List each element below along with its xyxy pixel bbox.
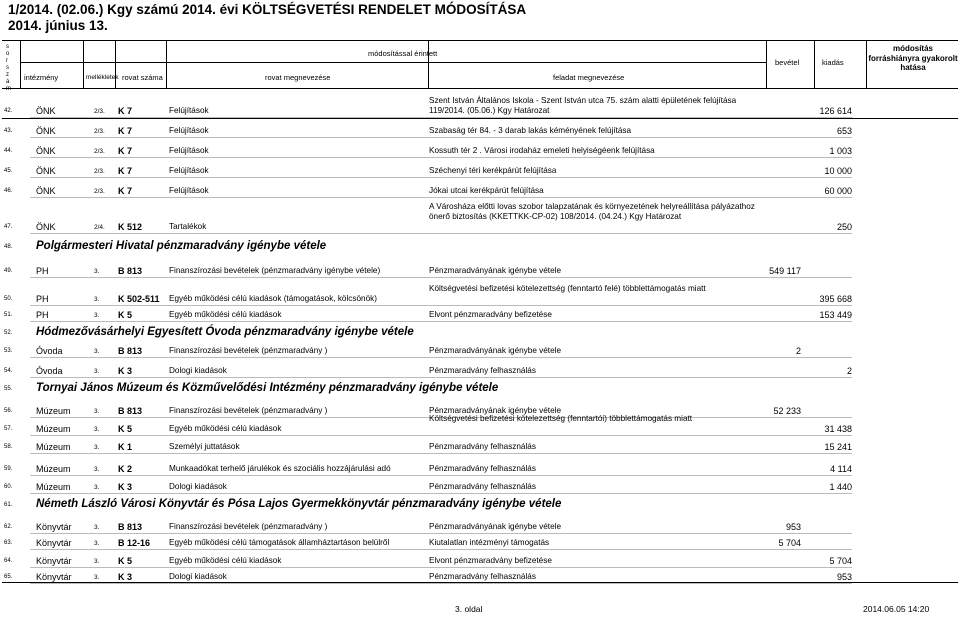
header-col-divider [866,40,867,88]
row-underline [30,357,852,358]
cell-attachment: 3. [94,540,100,547]
row-number: 44. [4,148,13,154]
row-underline [30,137,852,138]
row-underline [30,277,852,278]
cell-income: 953 [785,522,801,532]
cell-institution: ÖNK [36,126,56,136]
cell-item-name: Felújítások [169,166,209,175]
cell-expense: 953 [836,572,852,582]
cell-item-name: Finanszírozási bevételek (pénzmaradvány ) [169,522,328,531]
header-institution: intézmény [24,73,59,82]
cell-institution: Múzeum [36,406,71,416]
cell-item-name: Dologi kiadások [169,482,227,491]
row-number: 53. [4,348,13,354]
row-number: 48. [4,244,13,250]
header-col-divider [428,40,429,88]
cell-attachment: 3. [94,408,100,415]
cell-code: K 7 [118,146,133,156]
row-number: 55. [4,386,13,392]
row-underline [30,233,852,234]
cell-attachment: 2/3. [94,148,105,155]
cell-institution: ÖNK [36,166,56,176]
row-number: 49. [4,268,13,274]
row-number: 50. [4,296,13,302]
row-underline [30,177,852,178]
cell-item-name: Felújítások [169,146,209,155]
cell-code: K 2 [118,464,133,474]
cell-item-name: Dologi kiadások [169,572,227,581]
cell-item-name: Egyéb működési célú kiadások (támogatások, kölcsönök) [169,294,377,303]
cell-attachment: 3. [94,466,100,473]
row-underline [30,493,852,494]
cell-item-name: Finanszírozási bevételek (pénzmaradvány ) [169,346,328,355]
cell-code: K 7 [118,126,133,136]
cell-attachment: 3. [94,296,100,303]
row-rule [2,118,958,119]
cell-task: Pénzmaradvány felhasználás [429,482,536,491]
cell-institution: ÖNK [36,222,56,232]
cell-institution: Múzeum [36,482,71,492]
header-task: feladat megnevezése [553,73,625,82]
cell-code: K 5 [118,424,133,434]
cell-task: Kossuth tér 2 . Városi irodaház emeleti helyiségéenk felújítása [429,146,655,155]
cell-institution: ÖNK [36,186,56,196]
cell-code: B 813 [118,266,143,276]
cell-institution: Óvoda [36,346,63,356]
cell-attachment: 3. [94,524,100,531]
cell-task: Pénzmaradványának igénybe vétele [429,522,561,531]
cell-task: Pénzmaradvány felhasználás [429,464,536,473]
cell-item-name: Egyéb működési célú kiadások [169,424,282,433]
cell-item-name: Munkaadókat terhelő járulékok és szociális hozzájárulási adó [169,464,391,473]
header-group: módosítással érintett [368,49,438,58]
row-underline [30,533,852,534]
header-col-divider [83,40,84,88]
cell-expense: 4 114 [830,464,852,474]
header-group-rule [20,62,766,63]
cell-institution: Könyvtár [36,538,72,548]
header-col-divider [166,40,167,88]
cell-expense: 60 000 [824,186,852,196]
cell-institution: PH [36,294,49,304]
cell-institution: Múzeum [36,442,71,452]
cell-income: 2 [795,346,801,356]
cell-institution: ÖNK [36,106,56,116]
cell-attachment: 2/4. [94,224,105,231]
row-number: 43. [4,128,13,134]
cell-task: Pénzmaradványának igénybe vétele [429,406,561,415]
cell-task: Szent István Általános Iskola - Szent István utca 75. szám alatti épületének felújítása 119/2014. (05.06.) Kgy Határozat [429,96,737,115]
cell-code: K 5 [118,310,133,320]
row-number: 63. [4,540,13,546]
header-col-divider [766,40,767,88]
cell-income: 549 117 [769,266,801,276]
cell-task: Elvont pénzmaradvány befizetése [429,556,552,565]
cell-institution: Könyvtár [36,572,72,582]
cell-institution: PH [36,266,49,276]
cell-code: K 7 [118,186,133,196]
row-underline [30,321,852,322]
cell-task: Pénzmaradványának igénybe vétele [429,266,561,275]
cell-item-name: Felújítások [169,106,209,115]
cell-attachment: 3. [94,312,100,319]
cell-attachment: 2/3. [94,108,105,115]
row-underline [30,549,852,550]
header-bottom-rule [2,88,958,89]
row-underline [30,377,852,378]
cell-institution: Könyvtár [36,522,72,532]
row-underline [30,157,852,158]
row-underline [30,583,852,584]
cell-task: Pénzmaradványának igénybe vétele [429,346,561,355]
cell-expense: 126 614 [819,106,852,116]
cell-item-name: Finanszírozási bevételek (pénzmaradvány igénybe vétele) [169,266,381,275]
cell-item-name: Egyéb működési célú kiadások [169,310,282,319]
cell-expense: 1 440 [829,482,852,492]
cell-task: Kiutalatlan intézményi támogatás [429,538,550,547]
cell-attachment: 2/3. [94,128,105,135]
cell-task: Jókai utcai kerékpárút felújítása [429,186,544,195]
row-underline [30,117,852,118]
page-number: 3. oldal [455,604,483,614]
cell-expense: 5 704 [829,556,852,566]
cell-attachment: 3. [94,574,100,581]
cell-item-name: Felújítások [169,186,209,195]
row-number: 65. [4,574,13,580]
row-underline [30,453,852,454]
print-timestamp: 2014.06.05 14:20 [863,604,930,614]
cell-code: B 12-16 [118,538,151,548]
cell-code: K 3 [118,366,133,376]
cell-institution: PH [36,310,49,320]
cell-code: K 502-511 [118,294,160,304]
cell-expense: 2 [846,366,852,376]
cell-expense: 653 [836,126,852,136]
row-number: 61. [4,502,13,508]
cell-attachment: 3. [94,444,100,451]
cell-item-name: Tartalékok [169,222,207,231]
cell-task: Szabaság tér 84. - 3 darab lakás kéményének felújítása [429,126,632,135]
cell-institution: ÖNK [36,146,56,156]
header-code: rovat száma [122,73,163,82]
row-number: 51. [4,312,13,318]
header-col-divider [20,40,21,88]
cell-code: K 7 [118,166,133,176]
cell-attachment: 3. [94,426,100,433]
section-title: Hódmezővásárhelyi Egyesített Óvoda pénzmaradvány igénybe vétele [36,326,414,338]
cell-item-name: Egyéb működési célú támogatások államháztartáson belülről [169,538,390,547]
row-underline [30,197,852,198]
row-number: 57. [4,426,13,432]
row-number: 54. [4,368,13,374]
cell-expense: 10 000 [824,166,852,176]
cell-task: Pénzmaradvány felhasználás [429,442,536,451]
section-title: Tornyai János Múzeum és Közművelődési Intézmény pénzmaradvány igénybe vétele [36,382,499,394]
header-col-divider [814,40,815,88]
cell-attachment: 3. [94,348,100,355]
cell-expense: 15 241 [824,442,852,452]
row-underline [30,435,852,436]
cell-task: Pénzmaradvány felhasználás [429,572,536,581]
table-bottom-rule [2,582,958,583]
cell-item-name: Személyi juttatások [169,442,240,451]
row-number: 46. [4,188,13,194]
cell-code: K 512 [118,222,143,232]
cell-task: Költségvetési befizetési kötelezettség (fenntartó felé) többlettámogatás miatt [429,284,706,293]
cell-code: K 5 [118,556,133,566]
header-income: bevétel [775,58,800,67]
row-number: 58. [4,444,13,450]
row-number-header: s o r s z á m [6,44,11,92]
cell-item-name: Finanszírozási bevételek (pénzmaradvány ) [169,406,328,415]
document-title: 1/2014. (02.06.) Kgy számú 2014. évi KÖLTSÉGVETÉSI RENDELET MÓDOSÍTÁSA [8,2,527,17]
cell-expense: 153 449 [819,310,852,320]
row-number: 60. [4,484,13,490]
cell-expense: 31 438 [824,424,852,434]
header-expense: kiadás [822,58,844,67]
row-number: 64. [4,558,13,564]
cell-income: 5 704 [778,538,801,548]
cell-code: K 1 [118,442,133,452]
cell-item-name: Egyéb működési célú kiadások [169,556,282,565]
cell-task: Széchenyi téri kerékpárút felújítása [429,166,557,175]
cell-attachment: 3. [94,484,100,491]
row-underline [30,305,852,306]
cell-expense: 1 003 [829,146,852,156]
cell-institution: Múzeum [36,464,71,474]
cell-institution: Óvoda [36,366,63,376]
cell-institution: Múzeum [36,424,71,434]
cell-code: B 813 [118,522,143,532]
cell-code: B 813 [118,346,143,356]
cell-attachment: 3. [94,268,100,275]
header-attachment: mellékletek [86,74,119,81]
row-underline [30,475,852,476]
row-number: 56. [4,408,13,414]
header-effect: módosítás forráshiányra gyakorolt hatása [868,44,958,72]
cell-task: Költségvetési befizetési kötelezettség (fenntartói) többlettámogatás miatt [429,414,693,423]
cell-income: 52 233 [773,406,801,416]
row-underline [30,567,852,568]
cell-code: K 3 [118,482,133,492]
row-number: 59. [4,466,13,472]
cell-item-name: Felújítások [169,126,209,135]
cell-attachment: 3. [94,558,100,565]
cell-task: Elvont pénzmaradvány befizetése [429,310,552,319]
cell-expense: 395 668 [819,294,852,304]
cell-code: K 3 [118,572,133,582]
cell-attachment: 2/3. [94,168,105,175]
cell-code: K 7 [118,106,133,116]
row-number: 52. [4,330,13,336]
section-title: Polgármesteri Hivatal pénzmaradvány igénybe vétele [36,240,327,252]
cell-item-name: Dologi kiadások [169,366,227,375]
cell-task: A Városháza előtti lovas szobor talapzatának és környezetének helyreállítása pályázathoz önerő biztosítás (KKETTKK-CP-02) 108/2014. (04.24.) Kgy Határozat [429,202,755,221]
cell-attachment: 3. [94,368,100,375]
cell-expense: 250 [836,222,852,232]
cell-task: Pénzmaradvány felhasználás [429,366,536,375]
header-item-name: rovat megnevezése [265,73,331,82]
cell-institution: Könyvtár [36,556,72,566]
document-date: 2014. június 13. [8,18,108,33]
cell-attachment: 2/3. [94,188,105,195]
row-number: 62. [4,524,13,530]
cell-code: B 813 [118,406,143,416]
row-number: 47. [4,224,13,230]
row-number: 45. [4,168,13,174]
section-title: Németh László Városi Könyvtár és Pósa Lajos Gyermekkönyvtár pénzmaradvány igénybe vétele [36,498,562,510]
row-number: 42. [4,108,13,114]
